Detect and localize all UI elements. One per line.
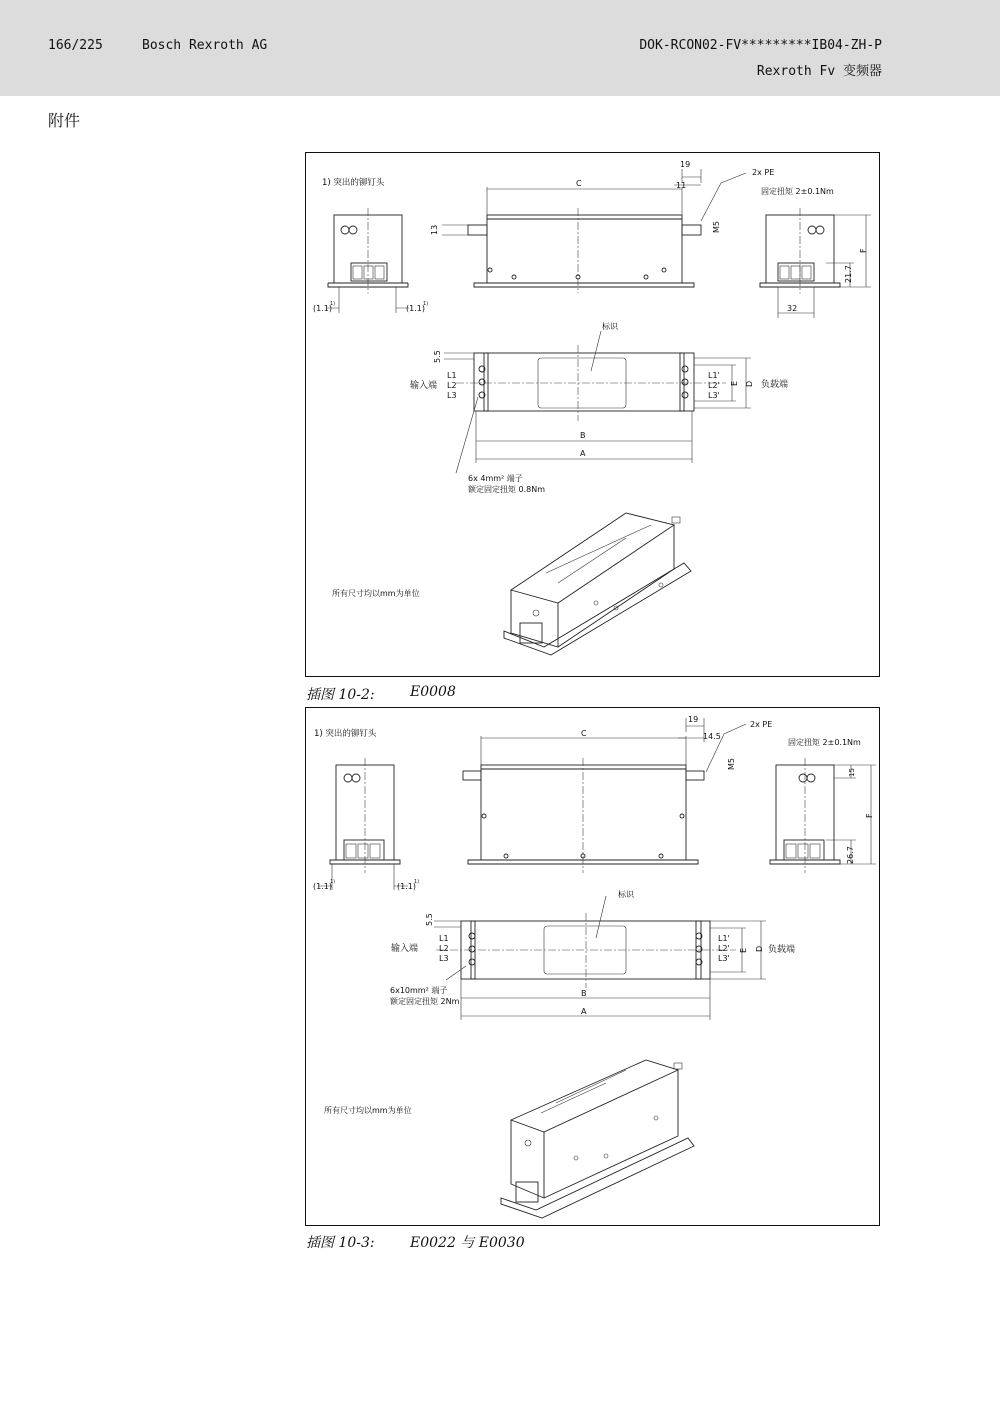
terminal-label: 6x10mm² 端子 [390, 986, 448, 995]
dim-15-label: 15 [848, 768, 856, 777]
rivet-note: 1) 突出的铆钉头 [314, 729, 377, 739]
dim-d-label: D [755, 945, 764, 952]
plan-view [390, 889, 795, 1020]
left-gap-dim: (1.1) [313, 304, 332, 313]
mark-label: 标识 [602, 322, 618, 331]
terminal-torque-label: 额定固定扭矩 2Nm [390, 997, 460, 1006]
caption-number: 插图 10-3: [306, 1235, 375, 1251]
torque-note: 固定扭矩 2±0.1Nm [761, 187, 834, 196]
isometric-view [504, 513, 691, 655]
dim-d-label: D [745, 380, 754, 387]
section-title: 附件 [48, 111, 81, 130]
right-gap-dim: (1.1) [397, 882, 416, 891]
load-label: 负载端 [768, 945, 796, 955]
right-gap-dim: (1.1) [406, 304, 425, 313]
terminal-label: 6x 4mm² 端子 [468, 474, 523, 483]
l2p-label: L2' [708, 381, 720, 390]
figure-caption-1 [306, 684, 456, 704]
left-end-view [313, 758, 419, 891]
units-note: 所有尺寸均以mm为单位 [332, 589, 420, 598]
l1-label: L1 [447, 371, 457, 380]
right-gap-sup: 1) [414, 879, 420, 885]
dim-e-label: E [730, 380, 739, 386]
dim-145-label: 14.5 [703, 732, 721, 741]
right-end-view [770, 758, 876, 873]
l2-label: L2 [447, 381, 457, 390]
l1p-label: L1' [718, 934, 730, 943]
plan-view [410, 321, 788, 494]
l2-label: L2 [439, 944, 449, 953]
dim-b-label: B [581, 989, 587, 998]
dim-m5-label: M5 [727, 758, 736, 770]
load-label: 负载端 [761, 380, 789, 390]
dim-13-label: 13 [430, 224, 439, 235]
dim-a-label: A [581, 1007, 587, 1016]
input-label: 输入端 [410, 381, 438, 391]
dim-c-label: C [581, 729, 587, 738]
figure-e0022-drawing [305, 707, 880, 1226]
right-end-view [760, 208, 871, 318]
l1p-label: L1' [708, 371, 720, 380]
left-gap-dim: (1.1) [313, 882, 332, 891]
dim-b-label: B [580, 431, 586, 440]
mark-label: 标识 [618, 890, 634, 899]
pe-label: 2x PE [750, 720, 773, 729]
l3-label: L3 [439, 954, 449, 963]
l3p-label: L3' [718, 954, 730, 963]
caption-name: E0008 [410, 684, 456, 700]
dim-11-label: 11 [676, 181, 687, 190]
dim-19-label: 19 [688, 715, 699, 724]
caption-name: E0022 与 E0030 [410, 1235, 525, 1251]
rivet-note: 1) 突出的铆钉头 [322, 178, 385, 188]
dim-55-label: 5.5 [425, 913, 434, 926]
document-id: DOK-RCON02-FV*********IB04-ZH-P [639, 38, 882, 53]
page-header [0, 0, 1000, 96]
figure-e0008-drawing [305, 152, 880, 677]
dim-19-label: 19 [680, 160, 691, 169]
dim-f-label: F [865, 813, 874, 818]
top-side-view [463, 715, 736, 873]
l3-label: L3 [447, 391, 457, 400]
top-side-view [430, 160, 721, 293]
dim-32-label: 32 [787, 304, 798, 313]
dim-bottom-label: 21.7 [844, 265, 853, 283]
l3p-label: L3' [708, 391, 720, 400]
isometric-view [501, 1060, 694, 1218]
dim-55-label: 5.5 [433, 350, 442, 363]
company-name: Bosch Rexroth AG [142, 38, 268, 53]
dim-a-label: A [580, 449, 586, 458]
caption-number: 插图 10-2: [306, 687, 375, 703]
page-number: 166/225 [48, 38, 103, 53]
figure-caption-2 [306, 1232, 525, 1252]
dim-f-label: F [859, 248, 868, 253]
input-label: 输入端 [391, 944, 419, 954]
dim-m5-label: M5 [712, 221, 721, 233]
left-gap-sup: 1) [330, 879, 336, 885]
terminal-torque-label: 额定固定扭矩 0.8Nm [468, 485, 546, 494]
dim-bottom-label: 26.7 [846, 846, 855, 864]
torque-note: 固定扭矩 2±0.1Nm [788, 738, 861, 747]
dim-e-label: E [739, 947, 748, 953]
units-note: 所有尺寸均以mm为单位 [324, 1106, 412, 1115]
dim-c-label: C [576, 179, 582, 188]
pe-label: 2x PE [752, 168, 775, 177]
l1-label: L1 [439, 934, 449, 943]
left-gap-sup: 1) [330, 301, 336, 307]
l2p-label: L2' [718, 944, 730, 953]
product-name: Rexroth Fv 变频器 [756, 64, 882, 79]
left-end-view [313, 208, 428, 313]
right-gap-sup: 1) [423, 301, 429, 307]
